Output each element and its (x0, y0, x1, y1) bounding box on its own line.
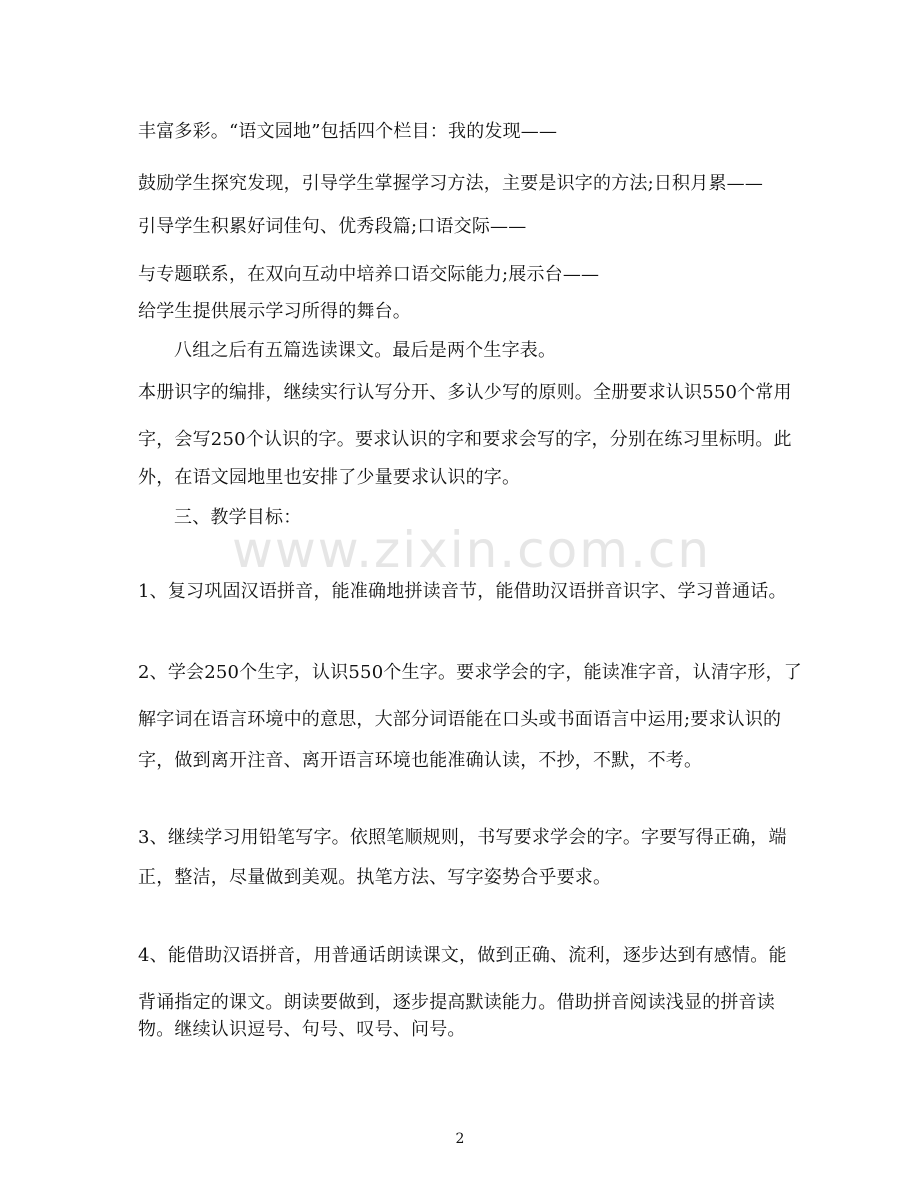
watermark: www.zixin.com.cn (232, 521, 712, 579)
text-line: 解字词在语言环境中的意思，大部分词语能在口头或书面语言中运用;要求认识的 (138, 709, 782, 730)
text-line: 与专题联系，在双向互动中培养口语交际能力;展示台—— (138, 264, 600, 285)
text-line: 鼓励学生探究发现，引导学生掌握学习方法，主要是识字的方法;日积月累—— (138, 173, 764, 194)
text-line: 引导学生积累好词佳句、优秀段篇;口语交际—— (138, 216, 527, 237)
text-line: 3、继续学习用铅笔写字。依照笔顺规则，书写要求学会的字。字要写得正确，端 (138, 827, 787, 848)
text-line: 2、学会250个生字，认识550个生字。要求学会的字，能读准字音，认清字形，了 (138, 662, 802, 683)
text-line: 1、复习巩固汉语拼音，能准确地拼读音节，能借助汉语拼音识字、学习普通话。 (138, 581, 787, 602)
text-line: 本册识字的编排，继续实行认写分开、多认少写的原则。全册要求认识550个常用 (138, 382, 792, 403)
section-heading: 三、教学目标： (174, 507, 302, 528)
text-line: 丰富多彩。“语文园地”包括四个栏目：我的发现—— (138, 121, 558, 142)
text-line: 物。继续认识逗号、句号、叹号、问号。 (138, 1019, 466, 1040)
text-line: 字，会写250个认识的字。要求认识的字和要求会写的字，分别在练习里标明。此 (138, 429, 792, 450)
text-line: 八组之后有五篇选读课文。最后是两个生字表。 (174, 340, 557, 361)
text-line: 背诵指定的课文。朗读要做到，逐步提高默读能力。借助拼音阅读浅显的拼音读 (138, 992, 775, 1013)
text-line: 给学生提供展示学习所得的舞台。 (138, 301, 411, 322)
text-line: 外，在语文园地里也安排了少量要求认识的字。 (138, 467, 521, 488)
text-line: 字，做到离开注音、离开语言环境也能准确认读，不抄，不默，不考。 (138, 750, 703, 771)
page-number: 2 (455, 1131, 465, 1147)
text-line: 正，整洁，尽量做到美观。执笔方法、写字姿势合乎要求。 (138, 867, 612, 888)
text-line: 4、能借助汉语拼音，用普通话朗读课文，做到正确、流利，逐步达到有感情。能 (138, 945, 787, 966)
